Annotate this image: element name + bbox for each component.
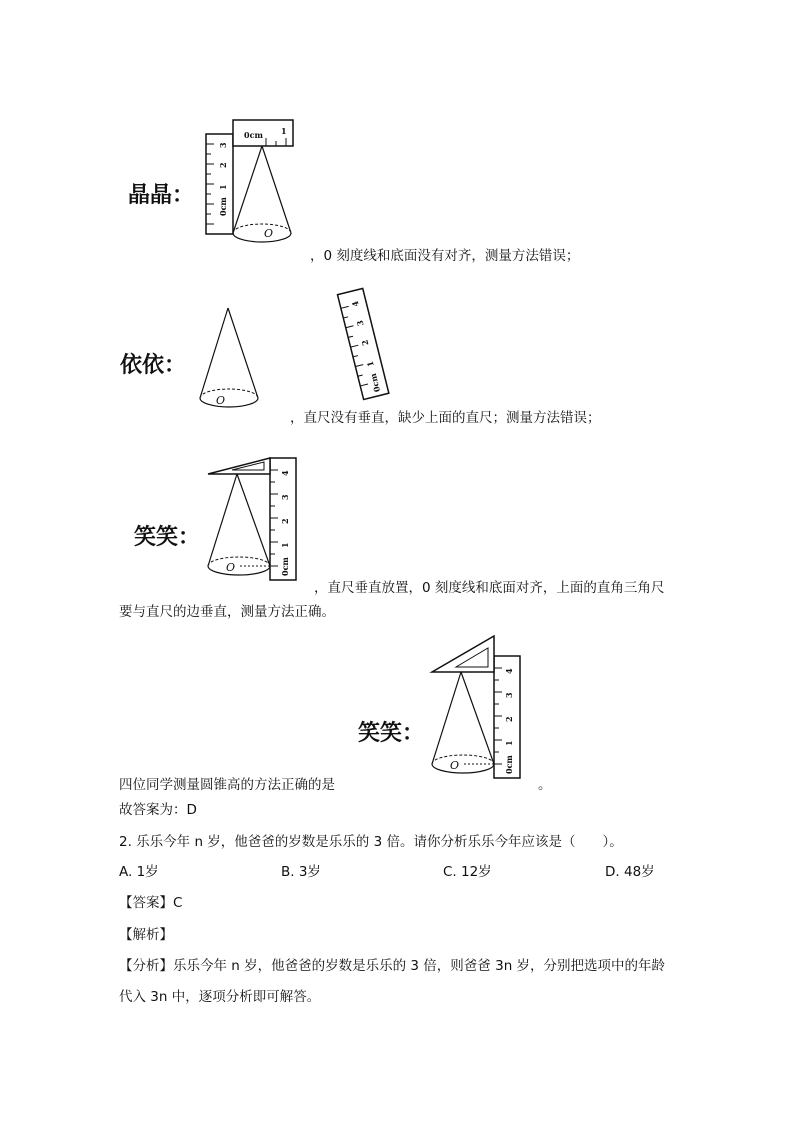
explanation-jingjing: ，0 刻度线和底面没有对齐，测量方法错误； <box>310 248 580 264</box>
ruler-tick: 3 <box>218 142 228 148</box>
figure-jingjing <box>126 116 306 246</box>
conclusion-end: 。 <box>538 777 552 793</box>
cone-side <box>233 146 262 233</box>
cone-base-hidden <box>208 557 270 566</box>
cone-side <box>200 308 228 398</box>
analysis-label: 【解析】 <box>119 927 173 943</box>
cone-base <box>200 398 258 407</box>
ruler-tick: 1 <box>280 542 290 548</box>
ruler-tick: 3 <box>354 319 366 328</box>
cone-base-hidden <box>200 389 258 398</box>
cone-base-hidden <box>432 755 494 764</box>
figure-label: 笑笑： <box>134 524 201 550</box>
figure-yiyi <box>118 284 383 414</box>
option-d: D. 48岁 <box>605 864 655 880</box>
option-b: B. 3岁 <box>281 864 321 880</box>
ruler-tick: 2 <box>504 716 514 722</box>
ruler-tick: 1 <box>364 360 376 368</box>
analysis-line-1: 【分析】乐乐今年 n 岁，他爸爸的岁数是乐乐的 3 倍，则爸爸 3n 岁，分别把选项中的年龄 <box>119 958 666 974</box>
cone-side <box>237 474 270 566</box>
analysis-line-2: 代入 3n 中，逐项分析即可解答。 <box>119 989 321 1005</box>
cone-side <box>432 672 461 764</box>
figure-label: 晶晶： <box>128 182 195 208</box>
ruler-tick: 1 <box>504 740 514 746</box>
cone-center: O <box>450 759 460 772</box>
set-square <box>208 458 270 474</box>
cone-base <box>233 233 291 242</box>
cone-side <box>208 474 237 566</box>
ruler-zero-label: 0cm <box>504 755 514 774</box>
ruler-tick: 3 <box>504 692 514 698</box>
top-ruler-tick: 1 <box>281 126 287 136</box>
conclusion-text: 四位同学测量圆锥高的方法正确的是 <box>119 777 335 793</box>
ruler-tick: 4 <box>349 300 361 308</box>
cone-center: O <box>226 561 236 574</box>
cone-base <box>208 566 270 575</box>
ruler-tick: 3 <box>280 494 290 500</box>
cone-side <box>262 146 291 233</box>
figure-label: 笑笑： <box>358 720 425 746</box>
tilted-ruler <box>337 288 388 399</box>
explanation-yiyi: ，直尺没有垂直，缺少上面的直尺；测量方法错误； <box>290 410 601 426</box>
ruler-tick: 1 <box>218 184 228 190</box>
ruler-zero-label: 0cm <box>367 372 383 394</box>
ruler-tick: 2 <box>359 338 371 347</box>
ruler-tick: 2 <box>280 518 290 524</box>
cone-side <box>228 308 258 398</box>
figure-label: 依依： <box>120 352 187 378</box>
explanation-xiaoxiao: ，直尺垂直放置，0 刻度线和底面对齐，上面的直角三角尺 <box>314 580 665 596</box>
ruler-tick: 4 <box>504 668 514 674</box>
cone-base-hidden <box>233 224 291 233</box>
option-a: A. 1岁 <box>119 864 159 880</box>
figure-answer <box>356 632 536 782</box>
ruler-tick: 4 <box>280 470 290 476</box>
explanation-xiaoxiao-cont: 要与直尺的边垂直，测量方法正确。 <box>119 604 335 620</box>
question-2-stem: 2. 乐乐今年 n 岁，他爸爸的岁数是乐乐的 3 倍。请你分析乐乐今年应该是（ ）。 <box>119 834 623 850</box>
ruler-tick: 2 <box>218 162 228 168</box>
cone-side <box>461 672 494 764</box>
ruler-zero-label: 0cm <box>280 557 290 576</box>
ruler-zero-label: 0cm <box>218 197 228 216</box>
top-ruler-zero-label: 0cm <box>244 130 263 140</box>
cone-center: O <box>216 394 226 407</box>
cone-center: O <box>264 227 274 240</box>
answer-label: 【答案】C <box>119 895 183 911</box>
cone-base <box>432 764 494 773</box>
answer-line: 故答案为：D <box>119 802 197 818</box>
figure-xiaoxiao <box>132 450 312 584</box>
option-c: C. 12岁 <box>443 864 492 880</box>
